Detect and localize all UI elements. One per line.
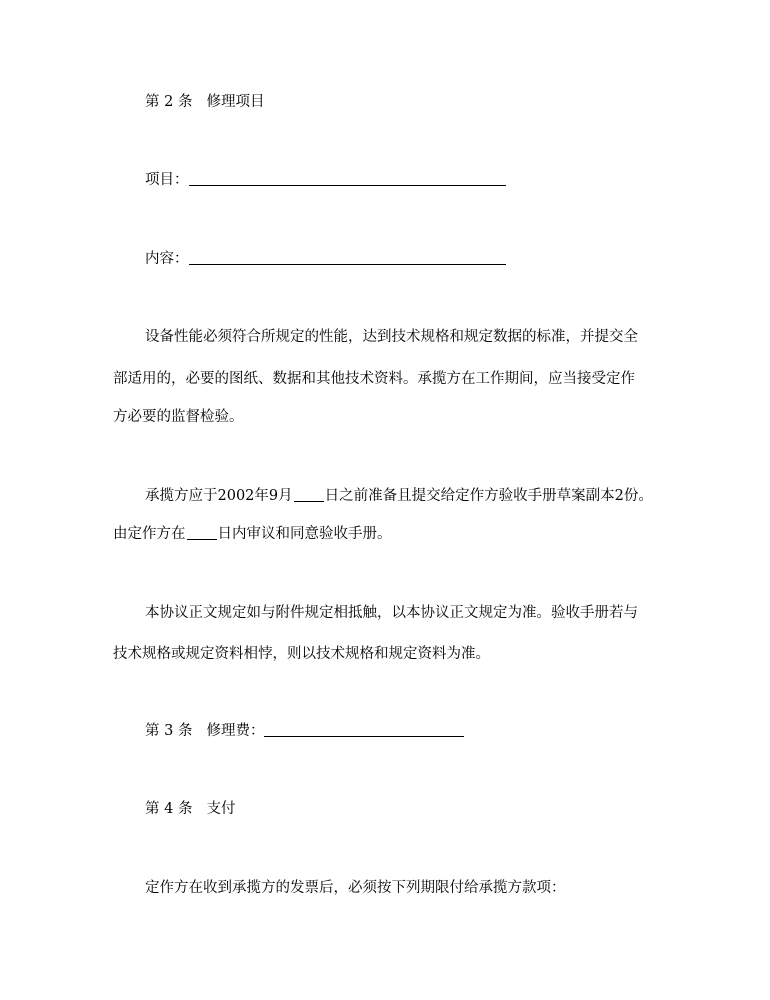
- article-title: 支付: [206, 801, 236, 817]
- content-blank-line: [189, 250, 506, 265]
- article-number: 第 2 条: [145, 94, 193, 110]
- article-2-heading: [145, 92, 264, 112]
- item-blank-line: [189, 171, 506, 186]
- review-text-a: 由定作方在: [113, 526, 186, 542]
- content-field-row: [145, 249, 506, 269]
- payment-paragraph: 定作方在收到承揽方的发票后，必须按下列期限付给承揽方款项：: [145, 880, 566, 896]
- manual-text-b: 日之前准备且提交给定作方验收手册草案副本2份。: [324, 488, 653, 504]
- fee-label: 修理费：: [206, 723, 265, 739]
- paragraph-performance-line-3: 方必要的监督检验。: [113, 409, 244, 425]
- content-label: 内容：: [145, 251, 189, 267]
- paragraph-performance-line-2: 部适用的，必要的图纸、数据和其他技术资料。承揽方在工作期间，应当接受定作: [113, 371, 635, 387]
- paragraph-conflict-line-2: 技术规格或规定资料相悖，则以技术规格和规定资料为准。: [113, 646, 490, 662]
- item-field-row: [145, 170, 506, 190]
- fee-blank-line: [264, 722, 464, 737]
- paragraph-manual-line-1: [145, 486, 653, 506]
- article-number: 第 4 条: [145, 801, 193, 817]
- review-text-b: 日内审议和同意验收手册。: [217, 526, 392, 542]
- paragraph-manual-line-2: [113, 524, 392, 544]
- paragraph-performance-line-1: 设备性能必须符合所规定的性能，达到技术规格和规定数据的标准，并提交全: [145, 329, 638, 345]
- article-title: 修理项目: [206, 94, 265, 110]
- manual-text-a: 承揽方应于2002年9月: [145, 488, 293, 504]
- date-blank: [294, 487, 324, 502]
- paragraph-conflict-line-1: 本协议正文规定如与附件规定相抵触，以本协议正文规定为准。验收手册若与: [145, 605, 638, 621]
- article-number: 第 3 条: [145, 723, 193, 739]
- article-4-heading: [145, 799, 235, 819]
- article-3-heading: [145, 721, 464, 741]
- item-label: 项目：: [145, 172, 189, 188]
- days-blank: [187, 525, 217, 540]
